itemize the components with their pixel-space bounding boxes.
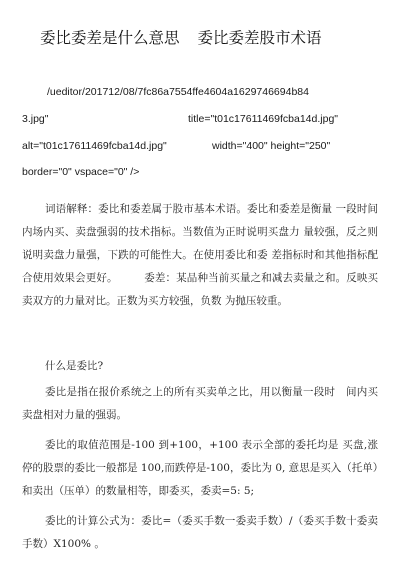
title-sub: 委比委差股市术语 [197, 29, 322, 47]
image-source-line-3a: alt="t01c17611469fcba14d.jpg" [22, 140, 167, 152]
page-title [40, 26, 380, 48]
paragraph-formula: 委比的计算公式为：委比=（委买手数一委卖手数）/（委买手数十委卖手数）X100% 。 [22, 515, 378, 550]
paragraph-definition: 词语解释：委比和委差属于股市基本术语。委比和委差是衡量 一段时间内场内买、卖盘强弱的技术指标。当数值为正时说明买盘力 量较强，反之则说明卖盘力量强，下跌的可能性大。在使用委比和委 差指标时和其他指标配合使用效果会更好。 委差：某品种当前买量之和减去卖量之和。反映买卖双方的力量对比。正数为买方较强，负数 为抛压较重。 [22, 203, 378, 307]
image-source-line-2b: title="t01c17611469fcba14d.jpg" [188, 113, 339, 125]
image-source-line-2a: 3.jpg" [22, 113, 49, 125]
paragraph-answer: 委比是指在报价系统之上的所有买卖单之比，用以衡量一段时 间内买卖盘相对力量的强弱。 [22, 386, 378, 421]
image-source-line-3b: width="400" height="250" [212, 140, 331, 152]
paragraph-range: 委比的取值范围是-100 到+100，+100 表示全部的委托均是 买盘,涨停的股票的委比一般都是 100,而跌停是-100，委比为 0, 意思是买入（托单）和卖出（压单）的数量相等，即委买，委卖=5: 5; [22, 439, 378, 497]
image-source-line-4: border="0" vspace="0" /> [22, 166, 140, 178]
title-main: 委比委差是什么意思 [40, 29, 180, 47]
image-source-line-1: /ueditor/201712/08/7fc86a7554ffe4604a1629746694b84 [47, 86, 309, 98]
paragraph-question: 什么是委比? [45, 360, 104, 372]
